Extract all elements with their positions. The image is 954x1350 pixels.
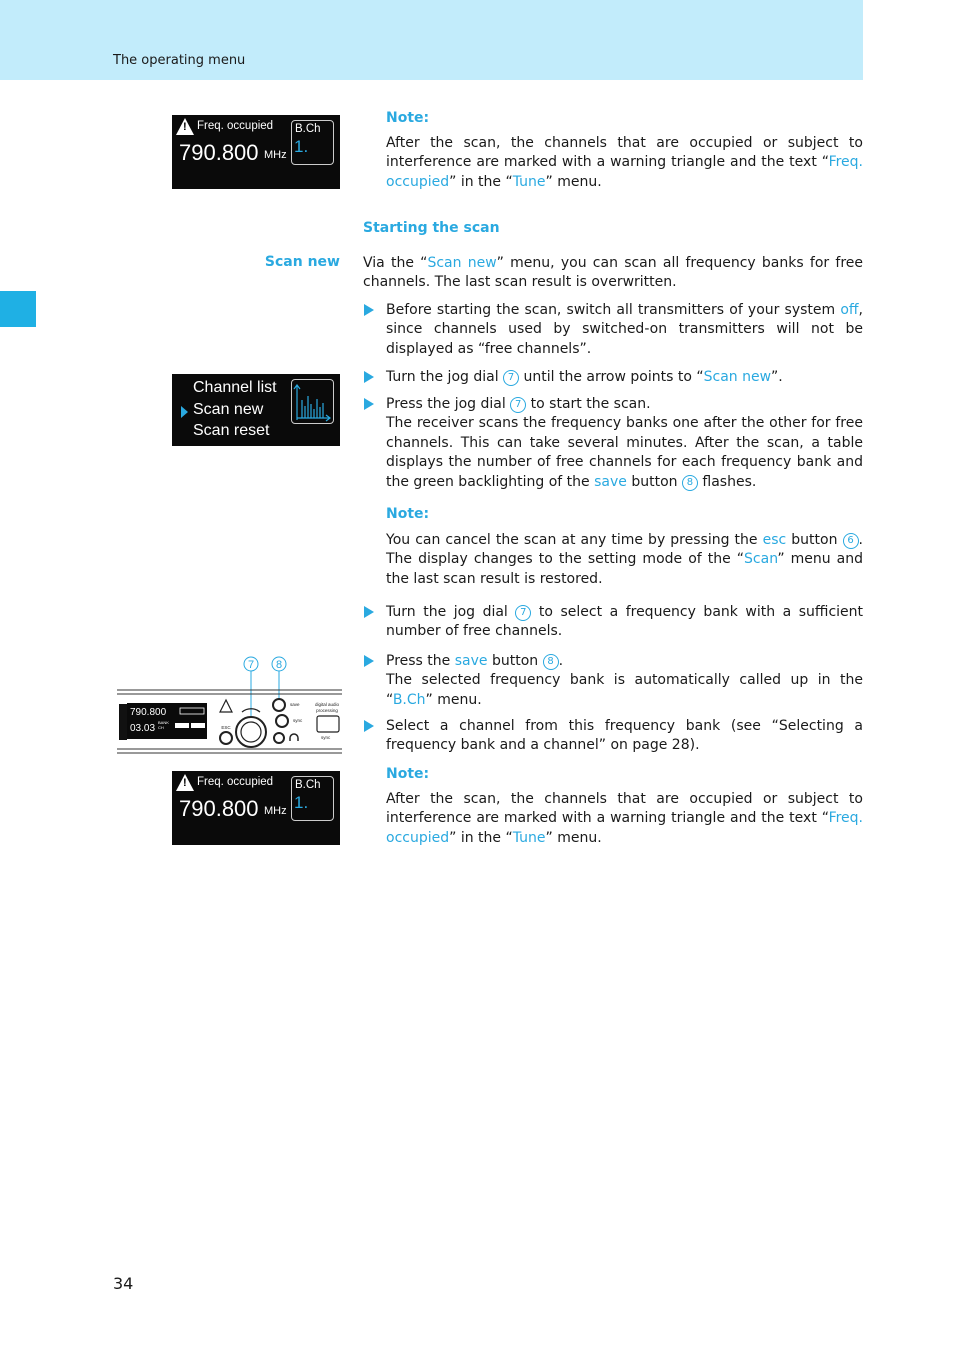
section-heading: Starting the scan — [363, 220, 500, 236]
warning-icon — [176, 118, 194, 135]
intro-text: Via the “Scan new” menu, you can scan all frequency banks for free channels. The last scan result is overwritten. — [363, 255, 863, 291]
header-title: The operating menu — [113, 53, 246, 68]
headphone-icon — [290, 734, 298, 741]
bch-label: B.Ch — [295, 123, 321, 135]
bch-value: 1. — [294, 793, 309, 812]
callout-8-label: 8 — [275, 659, 283, 671]
lcd-status: Freq. occupied — [197, 776, 274, 788]
device-save-label: save — [290, 702, 300, 707]
device-dap-line2: processing — [316, 708, 338, 713]
note-text-2: You can cancel the scan at any time by pressing the esc button 6 . The display changes to the setting mode of the “Scan” menu and the last scan result is restored. — [386, 532, 864, 587]
note-text-1: After the scan, the channels that are occupied or subject to interference are marked with a warning triangle and the text “Freq. occupied” in the “Tune” menu. — [386, 135, 863, 190]
bullet-4: Turn the jog dial 7 to select a frequency bank with a sufficient number of free channels. — [386, 604, 864, 640]
bullet-arrow-icon — [364, 606, 374, 618]
page-number: 34 — [113, 1274, 134, 1293]
device-dap-line1: digital audio — [314, 702, 340, 707]
device-sync-window — [317, 716, 339, 732]
device-esc-label: ESC — [221, 725, 231, 730]
receiver-front-illustration — [117, 652, 345, 756]
device-sync-label-2: sync — [321, 735, 331, 740]
device-bank-label: BANK — [158, 720, 169, 725]
menu-item-scan-reset: Scan reset — [193, 422, 270, 439]
lcd-freq-occupied-top — [172, 115, 340, 189]
menu-item-scan-new: Scan new — [193, 401, 264, 418]
device-ch-label: CH — [158, 725, 164, 730]
bullet-2: Turn the jog dial 7 until the arrow points to “Scan new”. — [386, 369, 783, 385]
device-esc-button — [220, 732, 232, 744]
device-sync-button — [276, 715, 288, 727]
chapter-tab — [0, 291, 36, 327]
device-display-ch: 03.03 — [130, 723, 156, 734]
side-label: Scan new — [264, 254, 340, 270]
menu-pointer-icon — [181, 406, 188, 418]
note-label-3: Note: — [386, 766, 430, 782]
bullet-arrow-icon — [364, 304, 374, 316]
note-label-1: Note: — [386, 110, 430, 126]
lcd-frequency: 790.800 — [179, 140, 259, 165]
bullet-5: Press the save button 8 . The selected frequency bank is automatically called up in the “B.Ch” menu. — [386, 653, 863, 708]
bullet-arrow-icon — [364, 655, 374, 667]
lcd-unit: MHz — [264, 149, 287, 161]
bch-box — [291, 120, 334, 165]
bullet-arrow-icon — [364, 398, 374, 410]
scan-icon — [291, 379, 334, 424]
note-label-2: Note: — [386, 506, 430, 522]
lcd-status: Freq. occupied — [197, 120, 274, 132]
note-text-3: After the scan, the channels that are occupied or subject to interference are marked with a warning triangle and the text “Freq. occupied” in the “Tune” menu. — [386, 791, 863, 846]
warning-icon — [176, 774, 194, 791]
device-sync-label: sync — [293, 718, 303, 723]
device-save-button — [273, 699, 285, 711]
device-warning-icon — [220, 700, 232, 712]
callout-7-label: 7 — [247, 659, 255, 671]
lcd-unit: MHz — [264, 805, 287, 817]
device-display-freq: 790.800 — [130, 707, 167, 718]
lcd-menu — [172, 374, 340, 446]
bch-value: 1. — [294, 137, 309, 156]
bch-box — [291, 776, 334, 821]
lcd-freq-occupied-bottom — [172, 771, 340, 845]
menu-item-channel-list: Channel list — [193, 379, 277, 396]
device-headphone-jack — [274, 733, 284, 743]
bullet-3: Press the jog dial 7 to start the scan. The receiver scans the frequency banks one after the other for free channels. This can take several minutes. After the scan, a table displays the number of free channels for each frequency bank and the green backlighting of the save button 8 flashes. — [386, 396, 863, 490]
page-header — [0, 0, 863, 80]
lcd-frequency: 790.800 — [179, 796, 259, 821]
bullet-arrow-icon — [364, 720, 374, 732]
bch-label: B.Ch — [295, 779, 321, 791]
bullet-1: Before starting the scan, switch all transmitters of your system off, since channels used by switched-on transmitters will not be displayed as “free channels”. — [386, 302, 863, 357]
bullet-6: Select a channel from this frequency bank (see “Selecting a frequency bank and a channel” on page 28). — [386, 718, 863, 754]
bullet-arrow-icon — [364, 371, 374, 383]
